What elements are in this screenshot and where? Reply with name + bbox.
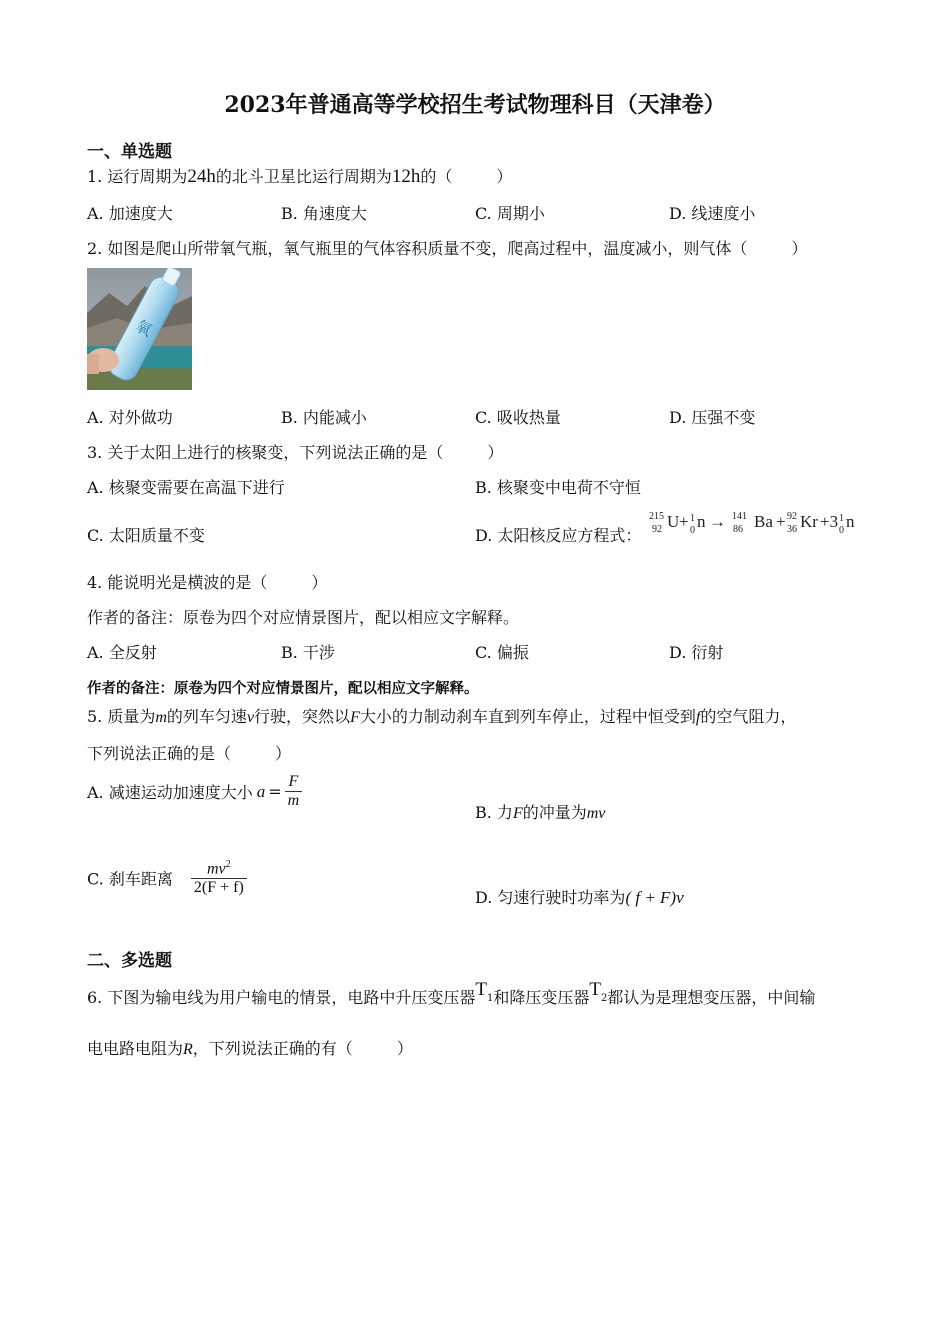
q2-option-c[interactable]: C. 吸收热量	[475, 408, 561, 427]
q5-b-text-b: 的冲量为	[522, 803, 587, 822]
q4-option-a[interactable]: A. 全反射	[87, 643, 157, 662]
eq-kr-mass: 92	[787, 511, 797, 522]
q4-option-c[interactable]: C. 偏振	[475, 643, 529, 662]
eq-n1-mass: 1	[690, 513, 695, 524]
eq-ba-charge: 86	[733, 524, 743, 535]
question-5-line-1	[87, 704, 796, 727]
q5-c-denominator: 2(F + f)	[193, 879, 244, 897]
q5-a-denominator: m	[287, 792, 300, 809]
q2-text: 2. 如图是爬山所带氧气瓶，氧气瓶里的气体容积质量不变，爬高过程中，温度减小，则气体（	[87, 239, 748, 258]
q5-d-expression: ( f + F)v	[625, 888, 684, 907]
q1-option-b[interactable]: B. 角速度大	[281, 204, 367, 223]
question-1-stem	[87, 164, 512, 188]
q1-period-24h: 24h	[187, 166, 216, 187]
q5-var-f: f	[695, 709, 701, 726]
question-3-stem	[87, 440, 503, 463]
q5-a-fraction	[285, 773, 303, 810]
nuclear-reaction-equation	[648, 506, 858, 540]
q5-c-fraction	[191, 859, 247, 897]
q5-option-a[interactable]	[87, 773, 302, 810]
q5-b-var-F: F	[512, 805, 523, 822]
q5-text-e: 的空气阻力，	[700, 707, 797, 726]
q3-option-b[interactable]: B. 核聚变中电荷不守恒	[475, 478, 641, 497]
q6-text-e: ，下列说法正确的有（	[192, 1039, 353, 1058]
q6-sub-1: 1	[486, 993, 494, 1005]
question-2-stem	[87, 236, 807, 259]
q5-var-v: v	[246, 709, 255, 726]
q5-text-c: 行驶，突然以	[254, 707, 351, 726]
q6-transformer-T2: T	[589, 979, 601, 1000]
eq-kr-charge: 36	[787, 524, 797, 535]
q5-a-equals: =	[268, 782, 282, 801]
q6-text-a: 6. 下图为输电线为用户输电的情景，电路中升压变压器	[87, 988, 476, 1007]
bottle-label: 氧	[132, 315, 156, 341]
section-heading-multi: 二、多选题	[87, 951, 172, 971]
q5-option-d-text: D. 匀速行驶时功率为	[475, 888, 626, 907]
question-4-stem	[87, 570, 327, 593]
q5-b-var-mv: mv	[586, 805, 606, 822]
eq-ba-symbol: Ba	[754, 512, 773, 531]
q2-option-d[interactable]: D. 压强不变	[669, 408, 756, 427]
q6-sub-2: 2	[600, 993, 608, 1005]
q2-option-a[interactable]: A. 对外做功	[87, 408, 173, 427]
q5-a-numerator: F	[285, 773, 303, 792]
q6-text-b: 和降压变压器	[493, 988, 590, 1007]
eq-ba-mass: 141	[732, 511, 747, 522]
q5-c-exponent: 2	[225, 859, 231, 870]
q6-text-c: 都认为是理想变压器，中间输	[607, 988, 816, 1007]
q5-option-c-text: C. 刹车距离	[87, 869, 173, 889]
eq-n1-charge: 0	[690, 525, 695, 536]
q3-option-d[interactable]: D. 太阳核反应方程式：	[475, 526, 642, 545]
q6-var-R: R	[183, 1041, 193, 1058]
q4-close-paren: ）	[311, 573, 328, 592]
q5-text-b: 的列车匀速	[166, 707, 247, 726]
q3-option-c[interactable]: C. 太阳质量不变	[87, 526, 205, 545]
eq-n2-charge: 0	[839, 525, 844, 536]
eq-plus-1: +	[679, 512, 689, 531]
eq-arrow: →	[709, 512, 726, 531]
question-6-line-1	[87, 979, 816, 1010]
q4-author-note: 作者的备注：原卷为四个对应情景图片，配以相应文字解释。	[87, 608, 520, 627]
q3-text: 3. 关于太阳上进行的核聚变，下列说法正确的是（	[87, 443, 444, 462]
q1-option-c[interactable]: C. 周期小	[475, 204, 545, 223]
q5-option-b[interactable]	[475, 800, 605, 823]
q5-text-a: 5. 质量为	[87, 707, 156, 726]
q1-text-c: 的（	[420, 167, 453, 186]
q6-transformer-T1: T	[475, 979, 487, 1000]
q5-b-text-a: B. 力	[475, 803, 513, 822]
q1-text-b: 的北斗卫星比运行周期为	[215, 167, 392, 186]
q2-close-paren: ）	[791, 239, 808, 258]
q5-text-f: 下列说法正确的是（	[87, 744, 232, 763]
q2-option-b[interactable]: B. 内能减小	[281, 408, 367, 427]
q4-option-d[interactable]: D. 衍射	[669, 643, 724, 662]
nuclear-equation-svg	[648, 506, 858, 540]
eq-u-mass: 215	[649, 511, 664, 522]
q5-var-m: m	[155, 709, 167, 726]
q1-option-d[interactable]: D. 线速度小	[669, 204, 756, 223]
oxygen-bottle-photo	[87, 268, 192, 390]
q1-close-paren: ）	[496, 167, 513, 186]
q6-text-d: 电电路电阻为	[87, 1039, 184, 1058]
question-6-line-2	[87, 1036, 413, 1059]
page-title: 2023年普通高等学校招生考试物理科目（天津卷）	[224, 92, 726, 118]
q4-author-note-bold: 作者的备注：原卷为四个对应情景图片，配以相应文字解释。	[87, 680, 479, 697]
eq-plus-2: +	[776, 512, 786, 531]
q5-c-numerator: mv	[206, 860, 226, 878]
eq-n1-symbol: n	[697, 512, 706, 531]
q6-close-paren: ）	[396, 1039, 413, 1058]
q5-var-F: F	[350, 709, 360, 726]
section-heading-single: 一、单选题	[87, 142, 172, 162]
q3-option-a[interactable]: A. 核聚变需要在高温下进行	[87, 478, 285, 497]
q5-option-c[interactable]	[87, 859, 247, 897]
q1-text-a: 1. 运行周期为	[87, 167, 188, 186]
eq-u-charge: 92	[652, 524, 662, 535]
q1-period-12h: 12h	[391, 166, 421, 187]
eq-n2-symbol: n	[846, 512, 855, 531]
q4-text: 4. 能说明光是横波的是（	[87, 573, 268, 592]
eq-kr-symbol: Kr	[800, 512, 818, 531]
q3-close-paren: ）	[487, 443, 504, 462]
q5-close-paren: ）	[275, 744, 292, 763]
q5-option-a-text: A. 减速运动加速度大小	[87, 783, 253, 802]
q1-option-a[interactable]: A. 加速度大	[87, 204, 173, 223]
eq-n2-mass: 1	[839, 513, 844, 524]
question-5-line-2	[87, 741, 291, 764]
oxygen-bottle-illustration	[87, 268, 192, 390]
q4-option-b[interactable]: B. 干涉	[281, 643, 335, 662]
eq-plus-3: +3	[820, 512, 839, 531]
q5-option-d[interactable]	[475, 885, 684, 908]
q5-a-symbol: a	[256, 781, 266, 801]
eq-u-symbol: U	[667, 512, 680, 531]
q5-text-d: 大小的力制动刹车直到列车停止，过程中恒受到	[359, 707, 696, 726]
